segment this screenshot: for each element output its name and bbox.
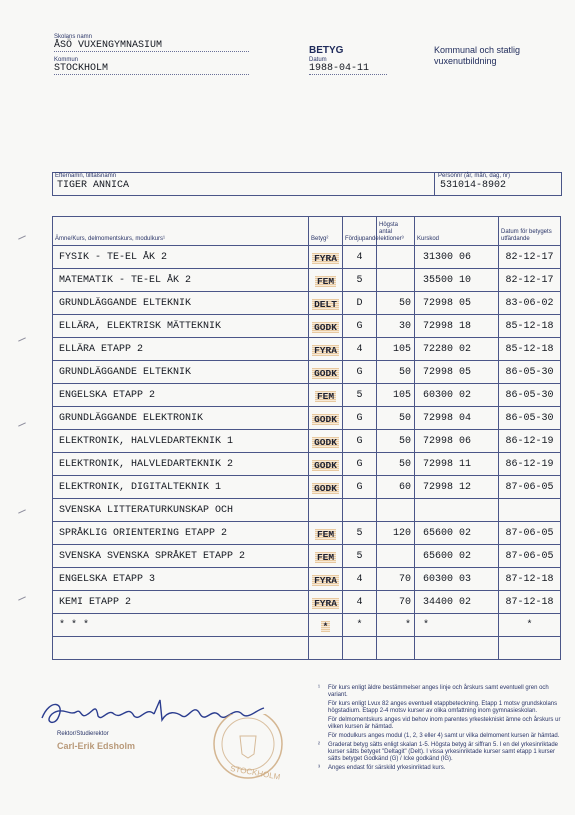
course-name: SVENSKA SVENSKA SPRÅKET ETAPP 2 bbox=[53, 545, 309, 568]
table-row bbox=[53, 545, 561, 568]
course-name: ELEKTRONIK, HALVLEDARTEKNIK 2 bbox=[53, 453, 309, 476]
course-name: KEMI ETAPP 2 bbox=[53, 591, 309, 614]
course-code: 65600 02 bbox=[415, 545, 499, 568]
course-code: 72998 04 bbox=[415, 407, 499, 430]
grade-cell bbox=[309, 338, 343, 361]
depth-value: G bbox=[343, 361, 377, 384]
student-name: TIGER ANNICA bbox=[57, 180, 130, 191]
course-code: 72280 02 bbox=[415, 338, 499, 361]
hours-value: 50 bbox=[377, 453, 415, 476]
header-depth: Fördjupande bbox=[343, 217, 377, 246]
table-row bbox=[53, 476, 561, 499]
hours-value: 50 bbox=[377, 292, 415, 315]
depth-value: 5 bbox=[343, 545, 377, 568]
depth-value: 5 bbox=[343, 522, 377, 545]
course-name: ELLÄRA ETAPP 2 bbox=[53, 338, 309, 361]
hours-value bbox=[377, 269, 415, 292]
issue-date-value: 86-05-30 bbox=[499, 384, 561, 407]
footnote bbox=[318, 685, 563, 699]
hours-value: 50 bbox=[377, 430, 415, 453]
grade-badge: DELT bbox=[314, 299, 337, 310]
footnote-text: För kurs enligt Lvux 82 anges eventuell etappbeteckning. Etapp 1 motsv grundskolans högstadium. Etapp 2-4 motsv kurser av olika omfattning inom gymnasieskolan. bbox=[328, 701, 558, 714]
grade-cell bbox=[309, 453, 343, 476]
depth-value: 4 bbox=[343, 568, 377, 591]
grade-cell bbox=[309, 292, 343, 315]
footnote-text: För delmomentskurs anges vid behov inom parentes yrkestekniskt ämne och årskurs ur vilken kursen är hämtad. bbox=[328, 717, 561, 730]
grade-cell bbox=[309, 568, 343, 591]
course-name: SVENSKA LITTERATURKUNSKAP OCH bbox=[53, 499, 309, 522]
course-code bbox=[415, 499, 499, 522]
footnote-mark: ³ bbox=[318, 765, 320, 771]
issue-date-value: 86-12-19 bbox=[499, 430, 561, 453]
grade-badge: FYRA bbox=[314, 575, 337, 586]
footnote bbox=[318, 733, 563, 740]
grade-badge: FYRA bbox=[314, 345, 337, 356]
depth-value: 5 bbox=[343, 384, 377, 407]
table-row bbox=[53, 361, 561, 384]
grade-badge: FEM bbox=[316, 276, 335, 287]
depth-value: 5 bbox=[343, 269, 377, 292]
depth-value: G bbox=[343, 453, 377, 476]
footnote bbox=[318, 765, 563, 772]
issue-date-value: 83-06-02 bbox=[499, 292, 561, 315]
personal-number: 531014-8902 bbox=[440, 180, 507, 191]
depth-value: 4 bbox=[343, 338, 377, 361]
issue-date-value: 86-12-19 bbox=[499, 453, 561, 476]
grade-cell bbox=[309, 384, 343, 407]
table-row bbox=[53, 384, 561, 407]
hours-value bbox=[377, 637, 415, 660]
course-code: 65600 02 bbox=[415, 522, 499, 545]
depth-value bbox=[343, 637, 377, 660]
hours-value: 120 bbox=[377, 522, 415, 545]
grade-cell bbox=[309, 430, 343, 453]
issue-date-value: 86-05-30 bbox=[499, 407, 561, 430]
grade-cell bbox=[309, 246, 343, 269]
depth-value: 4 bbox=[343, 591, 377, 614]
grade-cell bbox=[309, 545, 343, 568]
hours-value: 70 bbox=[377, 591, 415, 614]
hours-value: 50 bbox=[377, 361, 415, 384]
course-name: FYSIK - TE-EL ÅK 2 bbox=[53, 246, 309, 269]
issue-date-value: 87-12-18 bbox=[499, 568, 561, 591]
municipality-label: Kommun bbox=[54, 57, 79, 63]
hours-value: * bbox=[377, 614, 415, 637]
hours-value: 30 bbox=[377, 315, 415, 338]
hours-value: 105 bbox=[377, 338, 415, 361]
footnote-mark: ¹ bbox=[318, 685, 320, 691]
grade-cell bbox=[309, 614, 343, 637]
header-code: Kurskod bbox=[415, 217, 499, 246]
footnote-text: Graderat betyg sätts enligt skalan 1-5. Högsta betyg är siffran 5. I en del yrkesinriktade kurser sätts betyget "Deltagit" (Delt). I vissa yrkesinriktade kurser samt etapp 1 kurser sätts betyget Godkänd (G) / Icke godkänd (IG). bbox=[328, 742, 559, 762]
course-name: MATEMATIK - TE-EL ÅK 2 bbox=[53, 269, 309, 292]
course-name: ELEKTRONIK, DIGITALTEKNIK 1 bbox=[53, 476, 309, 499]
course-code: 60300 03 bbox=[415, 568, 499, 591]
header-date: Datum för betygets utfärdande bbox=[499, 217, 561, 246]
header-subject: Ämne/Kurs, delmomentskurs, modulkurs¹ bbox=[53, 217, 309, 246]
course-code bbox=[415, 637, 499, 660]
table-row bbox=[53, 315, 561, 338]
course-code: * bbox=[415, 614, 499, 637]
depth-value: G bbox=[343, 407, 377, 430]
signer-printed-name: Carl-Erik Edsholm bbox=[57, 741, 136, 751]
table-row bbox=[53, 430, 561, 453]
table-row bbox=[53, 522, 561, 545]
depth-value: * bbox=[343, 614, 377, 637]
course-name: GRUNDLÄGGANDE ELTEKNIK bbox=[53, 361, 309, 384]
issue-date-value bbox=[499, 637, 561, 660]
depth-value: G bbox=[343, 476, 377, 499]
hours-value: 105 bbox=[377, 384, 415, 407]
depth-value: 4 bbox=[343, 246, 377, 269]
signer-label: Rektor/Studierektor bbox=[57, 731, 109, 737]
grade-cell bbox=[309, 637, 343, 660]
hours-value bbox=[377, 545, 415, 568]
grade-badge: GODK bbox=[314, 414, 337, 425]
course-name: GRUNDLÄGGANDE ELTEKNIK bbox=[53, 292, 309, 315]
hours-value: 70 bbox=[377, 568, 415, 591]
hours-value bbox=[377, 246, 415, 269]
course-name: SPRÅKLIG ORIENTERING ETAPP 2 bbox=[53, 522, 309, 545]
grade-cell bbox=[309, 499, 343, 522]
doc-type: BETYG bbox=[309, 45, 344, 56]
hours-value: 60 bbox=[377, 476, 415, 499]
issue-date: 1988-04-11 bbox=[309, 63, 387, 75]
issue-date-value: 85-12-18 bbox=[499, 315, 561, 338]
course-name: ELEKTRONIK, HALVLEDARTEKNIK 1 bbox=[53, 430, 309, 453]
depth-value: G bbox=[343, 430, 377, 453]
table-row bbox=[53, 637, 561, 660]
grades-table bbox=[52, 216, 561, 660]
course-name: ELLÄRA, ELEKTRISK MÄTTEKNIK bbox=[53, 315, 309, 338]
grades-header-row bbox=[53, 217, 561, 246]
course-code: 72998 06 bbox=[415, 430, 499, 453]
table-row bbox=[53, 453, 561, 476]
course-code: 31300 06 bbox=[415, 246, 499, 269]
grade-cell bbox=[309, 361, 343, 384]
course-code: 72998 05 bbox=[415, 361, 499, 384]
issue-date-value: 82-12-17 bbox=[499, 269, 561, 292]
issue-date-value: * bbox=[499, 614, 561, 637]
grade-cell bbox=[309, 522, 343, 545]
authority-line-2: vuxenutbildning bbox=[434, 56, 497, 66]
grade-badge: GODK bbox=[314, 322, 337, 333]
table-row bbox=[53, 407, 561, 430]
grade-cell bbox=[309, 269, 343, 292]
school-name: ÅSÖ VUXENGYMNASIUM bbox=[54, 40, 249, 52]
issue-date-value: 86-05-30 bbox=[499, 361, 561, 384]
footnote-text: För modulkurs anges modul (1, 2, 3 eller 4) samt ur vilka delmoment kursen är hämtad. bbox=[328, 733, 560, 739]
date-label: Datum bbox=[309, 57, 327, 63]
course-name: GRUNDLÄGGANDE ELEKTRONIK bbox=[53, 407, 309, 430]
grade-badge: GODK bbox=[314, 483, 337, 494]
stamp-text: STOCKHOLM bbox=[229, 763, 281, 782]
table-row bbox=[53, 614, 561, 637]
grade-badge: * bbox=[322, 621, 329, 632]
course-name: ENGELSKA ETAPP 3 bbox=[53, 568, 309, 591]
authority-line-1: Kommunal och statlig bbox=[434, 45, 521, 55]
student-name-label: Efternamn, tilltalsnamn bbox=[55, 173, 117, 179]
header-hours: Högsta antal lektioner³ bbox=[377, 217, 415, 246]
hours-value: 50 bbox=[377, 407, 415, 430]
course-name bbox=[53, 637, 309, 660]
grade-cell bbox=[309, 407, 343, 430]
table-row bbox=[53, 292, 561, 315]
issue-date-value: 87-06-05 bbox=[499, 522, 561, 545]
table-row bbox=[53, 499, 561, 522]
grade-badge: FEM bbox=[316, 391, 335, 402]
course-code: 72998 12 bbox=[415, 476, 499, 499]
footnote-text: För kurs enligt äldre bestämmelser anges linje och årskurs samt eventuell gren och variant. bbox=[328, 685, 549, 698]
depth-value: G bbox=[343, 315, 377, 338]
issue-date-value: 82-12-17 bbox=[499, 246, 561, 269]
grade-badge: GODK bbox=[314, 460, 337, 471]
school-label: Skolans namn bbox=[54, 34, 93, 40]
course-code: 72998 18 bbox=[415, 315, 499, 338]
hours-value bbox=[377, 499, 415, 522]
course-code: 34400 02 bbox=[415, 591, 499, 614]
table-row bbox=[53, 269, 561, 292]
footnote-text: Anges endast för särskild yrkesinriktad kurs. bbox=[328, 765, 446, 771]
grade-badge: FEM bbox=[316, 552, 335, 563]
issue-date-value: 87-12-18 bbox=[499, 591, 561, 614]
table-row bbox=[53, 338, 561, 361]
footnote bbox=[318, 742, 563, 763]
issue-date-value: 85-12-18 bbox=[499, 338, 561, 361]
table-row bbox=[53, 246, 561, 269]
issue-date-value: 87-06-05 bbox=[499, 545, 561, 568]
depth-value: D bbox=[343, 292, 377, 315]
course-code: 72998 05 bbox=[415, 292, 499, 315]
table-row bbox=[53, 568, 561, 591]
header-grade: Betyg² bbox=[309, 217, 343, 246]
course-name: ENGELSKA ETAPP 2 bbox=[53, 384, 309, 407]
grade-badge: FYRA bbox=[314, 598, 337, 609]
grade-badge: GODK bbox=[314, 368, 337, 379]
course-code: 60300 02 bbox=[415, 384, 499, 407]
official-stamp bbox=[200, 714, 296, 786]
course-code: 35500 10 bbox=[415, 269, 499, 292]
grade-badge: GODK bbox=[314, 437, 337, 448]
grade-badge: FEM bbox=[316, 529, 335, 540]
footnote-mark: ² bbox=[318, 742, 320, 748]
depth-value bbox=[343, 499, 377, 522]
issue-date-value: 87-06-05 bbox=[499, 476, 561, 499]
grade-cell bbox=[309, 476, 343, 499]
municipality-name: STOCKHOLM bbox=[54, 63, 249, 75]
footnote bbox=[318, 717, 563, 731]
course-code: 72998 11 bbox=[415, 453, 499, 476]
footnote bbox=[318, 701, 563, 715]
table-row bbox=[53, 591, 561, 614]
grade-cell bbox=[309, 315, 343, 338]
course-name: * * * bbox=[53, 614, 309, 637]
footnotes bbox=[318, 685, 563, 774]
pnr-label: Personnr (år, mån, dag, nr) bbox=[438, 173, 511, 179]
grade-badge: FYRA bbox=[314, 253, 337, 264]
grade-cell bbox=[309, 591, 343, 614]
issue-date-value bbox=[499, 499, 561, 522]
